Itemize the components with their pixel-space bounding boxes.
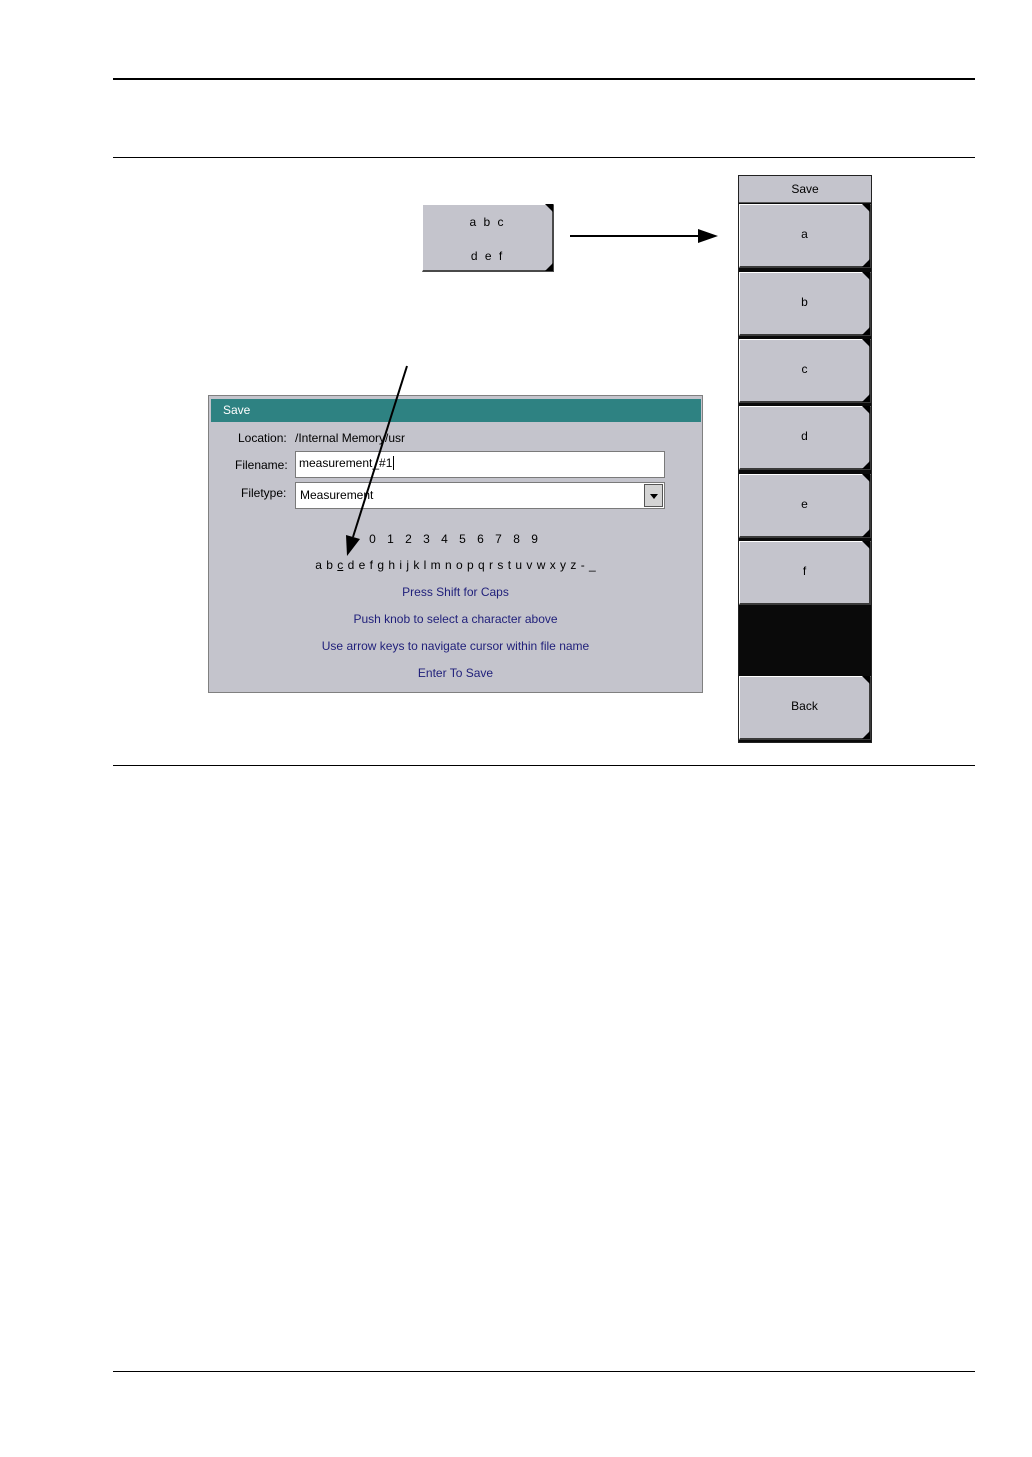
- softkey-f-label: f: [802, 564, 807, 578]
- arrow-head-icon: [698, 229, 718, 243]
- arrow-to-character: [353, 366, 407, 537]
- softkey-panel-title: Save: [739, 176, 871, 203]
- location-value: /Internal Memory/usr: [295, 431, 406, 445]
- alphabet-before: a b: [315, 558, 338, 572]
- softkey-e-label: e: [801, 497, 808, 511]
- location-label: Location:: [238, 431, 287, 445]
- softkey-b-label: b: [801, 295, 808, 309]
- selected-character[interactable]: c: [337, 558, 344, 572]
- hint-shift: Press Shift for Caps: [402, 585, 509, 599]
- abc-def-key-line2: d e f: [470, 249, 505, 263]
- filename-value: measurement_#1: [299, 456, 393, 470]
- filetype-value: Measurement: [300, 488, 374, 502]
- digit-row: 0 1 2 3 4 5 6 7 8 9: [369, 532, 542, 546]
- save-dialog-title: Save: [211, 399, 701, 422]
- hint-knob: Push knob to select a character above: [353, 612, 558, 626]
- filename-label: Filename:: [235, 458, 288, 472]
- hint-arrows: Use arrow keys to navigate cursor within file name: [321, 639, 590, 653]
- abc-def-key-line1: a b c: [469, 215, 506, 229]
- alphabet-after: d e f g h i j k l m n o p q r s t u v w x y z - _: [343, 558, 596, 572]
- softkey-c-label: c: [801, 362, 808, 376]
- softkey-d-label: d: [801, 429, 808, 443]
- back-button-label: Back: [791, 699, 818, 713]
- softkey-a-label: a: [801, 227, 808, 241]
- hint-enter: Enter To Save: [417, 666, 494, 680]
- arrow-head-icon: [346, 535, 360, 556]
- filetype-label: Filetype:: [241, 486, 287, 500]
